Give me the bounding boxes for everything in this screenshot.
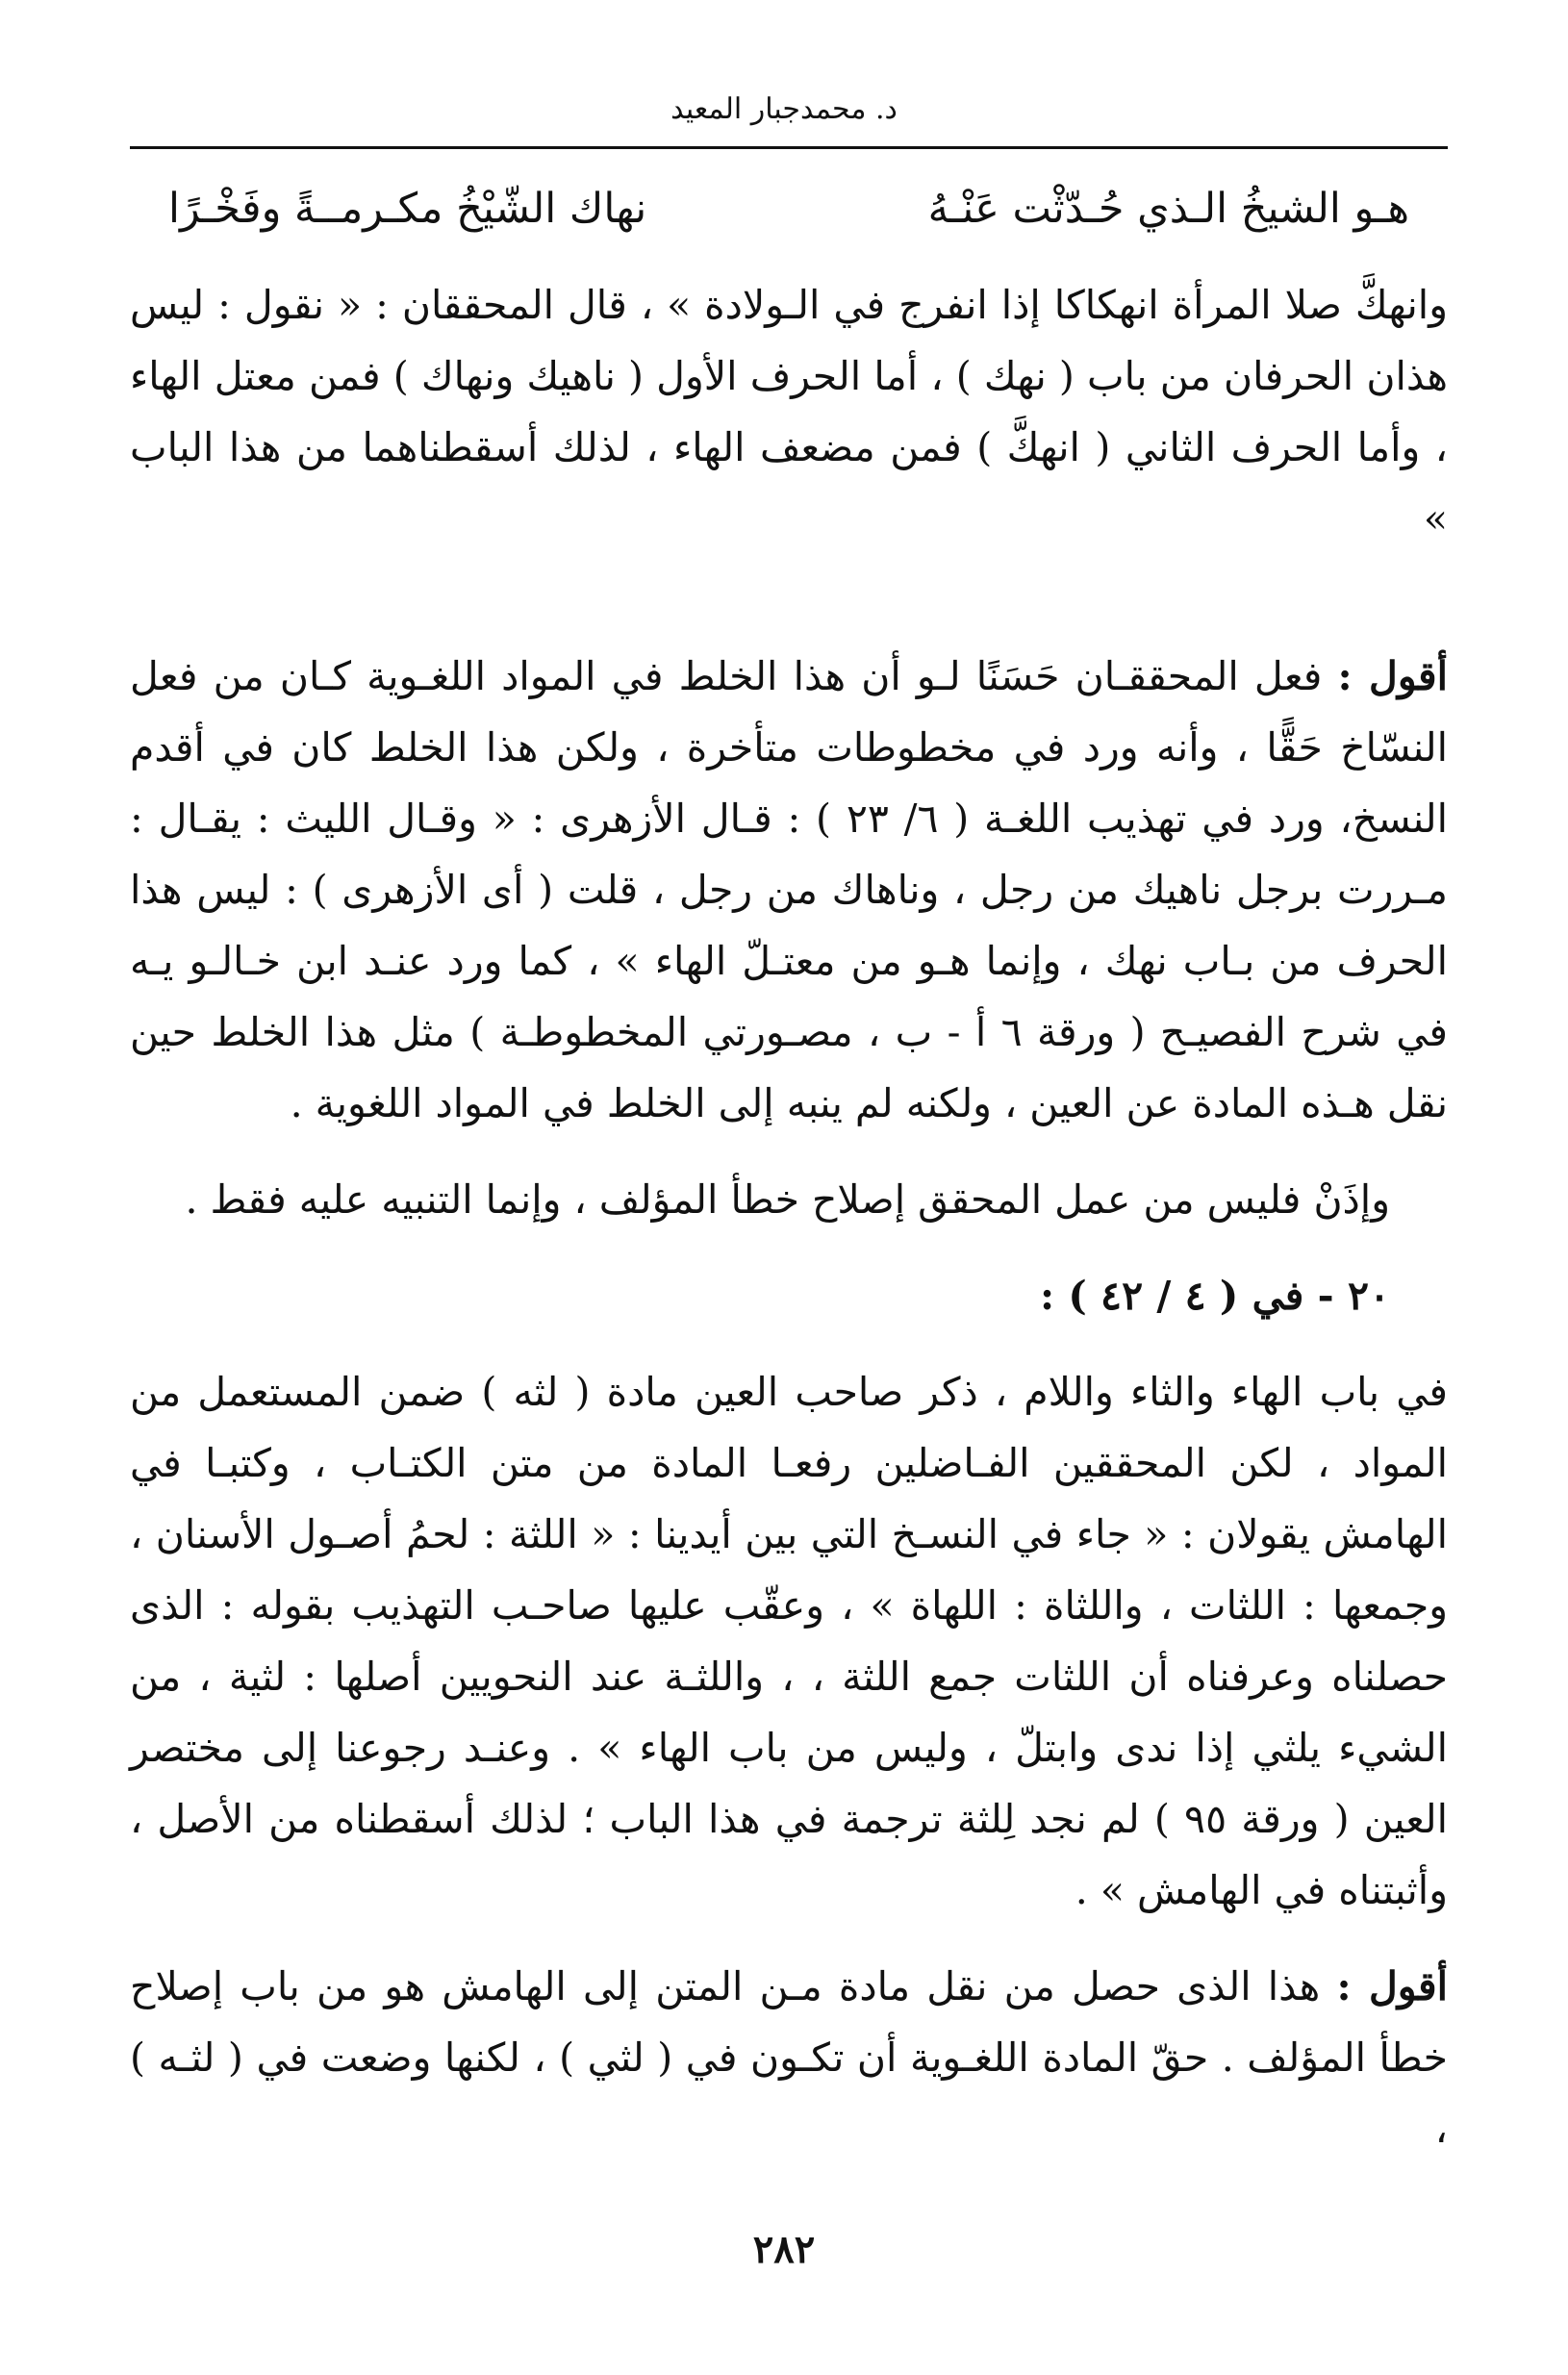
paragraph-5: في باب الهاء والثاء واللام ، ذكر صاحب العين مادة ( لثه ) ضمن المستعمل من المواد ، لكن المحققين الفـاضلين رفعـا المادة من متن الكتـاب ، وكتبـا في الهامش يقولان : « جاء في النسـخ التي بين أيدينا : « اللثة : لحمُ أصـول الأسنان ، وجمعها : اللثات ، واللثاة : اللهاة » ، وعقّب عليها صاحـب التهذيب بقوله : الذى حصلناه وعرفناه أن اللثات جمع اللثة ، ، واللثـة عند النحويين أصلها : لثية ، من الشيء يلثي إذا ندى وابتلّ ، وليس من باب الهاء » . وعنـد رجوعنا إلى مختصر العين ( ورقة ٩٥ ) لم نجد لِلثة ترجمة في هذا الباب ؛ لذلك أسقطناه من الأصل ، وأثبتناه في الهامش » . — [130, 1369, 1448, 1913]
paragraph-6-label: أقول : — [1336, 1963, 1448, 2009]
page-body — [130, 173, 1448, 2164]
verse-first-hemistich: هـو الشيخُ الـذي حُـدّثْت عَنْـهُ — [927, 185, 1409, 233]
page-number: ٢٨٢ — [752, 2227, 816, 2272]
paragraph-2 — [130, 641, 1448, 1139]
verse-second-hemistich: نهاك الشّيْخُ مكـرمــةً وفَخْـرًا — [168, 185, 647, 233]
paragraph-3: وإذَنْ فليس من عمل المحقق إصلاح خطأ المؤلف ، وإنما التنبيه عليه فقط . — [185, 1176, 1390, 1223]
paragraph-6 — [130, 1951, 1448, 2164]
section-heading: ٢٠ - في ( ٤ / ٤٢ ) : — [1039, 1273, 1390, 1319]
paragraph-6-text: هذا الذى حصل من نقل مادة مـن المتن إلى الهامش هو من باب إصلاح خطأ المؤلف . حقّ المادة اللغـوية أن تكـون في ( لثي ) ، لكنها وضعت في ( لثـه ) ، — [130, 1963, 1448, 2152]
paragraph-2-text: فعل المحققـان حَسَنًا لـو أن هذا الخلط في المواد اللغـوية كـان من فعل النسّاخ حَقًّا ، وأنه ورد في مخطوطات متأخرة ، ولكن هذا الخلط كان في أقدم النسخ، ورد في تهذيب اللغـة ( ٦/ ٢٣ ) : قـال الأزهرى : « وقـال الليث : يقـال : مـررت برجل ناهيك من رجل ، وناهاك من رجل ، قلت ( أى الأزهرى ) : ليس هذا الحرف من بـاب نهك ، وإنما هـو من معتـلّ الهاء » ، كما ورد عنـد ابن خـالـو يـه في شرح الفصيـح ( ورقة ٦ أ - ب ، مصـورتي المخطوطـة ) مثل هذا الخلط حين نقل هـذه المادة عن العين ، ولكنه لم ينبه إلى الخلط في المواد اللغوية . — [130, 653, 1448, 1126]
running-header-author: د. محمدجبار المعيد — [670, 92, 898, 126]
header-rule — [130, 146, 1448, 149]
poetry-verse — [130, 173, 1448, 244]
paragraph-2-label: أقول : — [1337, 653, 1448, 699]
paragraph-1: وانهكَّ صلا المرأة انهكاكا إذا انفرج في الـولادة » ، قال المحققان : « نقول : ليس هذان الحرفان من باب ( نهك ) ، أما الحرف الأول ( ناهيك ونهاك ) فمن معتل الهاء ، وأما الحرف الثاني ( انهكَّ ) فمن مضعف الهاء ، لذلك أسقطناهما من هذا الباب » — [130, 282, 1448, 542]
